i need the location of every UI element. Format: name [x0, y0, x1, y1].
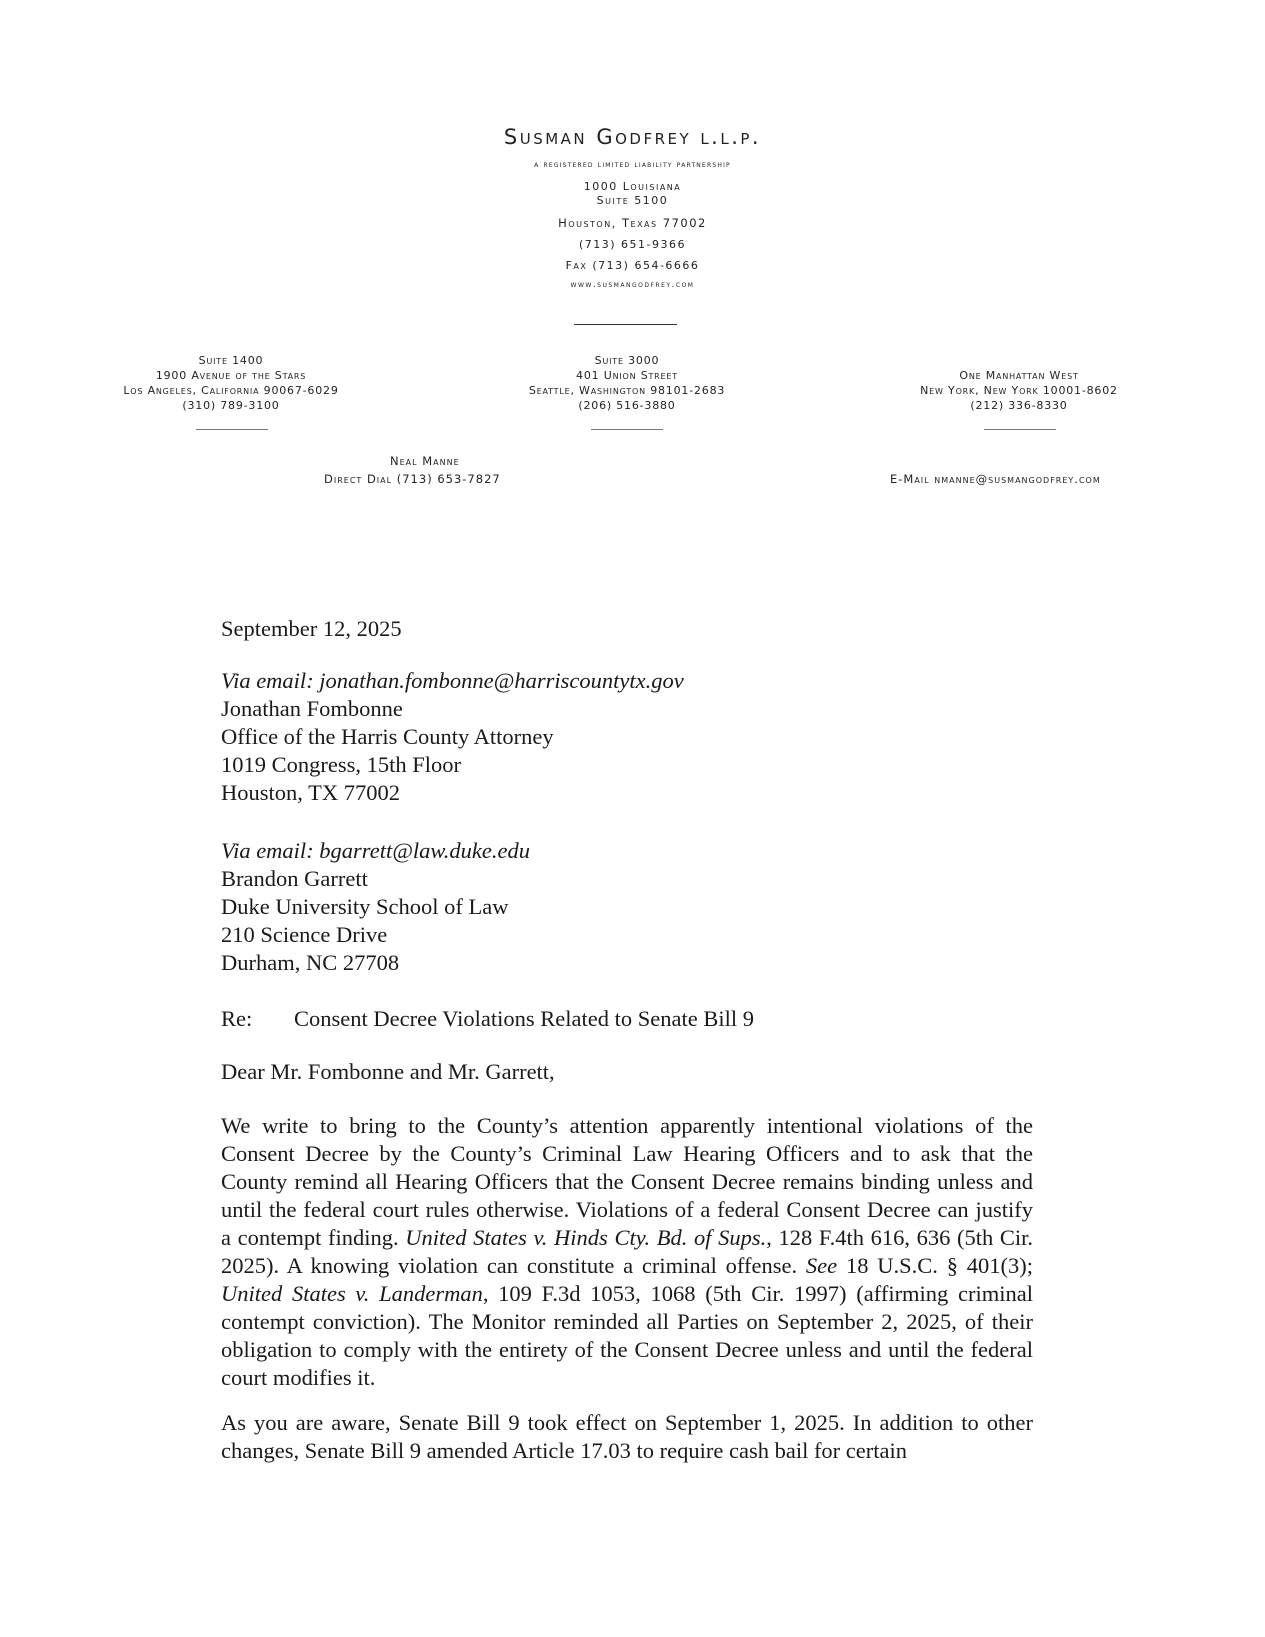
case-citation: United States v. Hinds Cty. Bd. of Sups. — [405, 1225, 767, 1250]
author-email: E-Mail nmanne@susmangodfrey.com — [890, 472, 1101, 486]
firm-city: Houston, Texas 77002 — [558, 216, 707, 230]
salutation: Dear Mr. Fombonne and Mr. Garrett, — [221, 1059, 555, 1084]
office-line: (206) 516-3880 — [578, 399, 676, 412]
firm-phone: (713) 651-9366 — [578, 238, 687, 251]
recipient-name: Brandon Garrett — [221, 866, 368, 891]
office-divider — [591, 429, 663, 430]
re-label: Re: — [221, 1006, 253, 1031]
recipient-via: Via email: jonathan.fombonne@harriscountytx.gov — [221, 668, 684, 693]
recipient-street: 210 Science Drive — [221, 922, 388, 947]
office-line: Suite 3000 — [594, 354, 660, 367]
office-line: Suite 1400 — [198, 354, 264, 367]
office-line: 401 Union Street — [576, 369, 678, 382]
office-line: (310) 789-3100 — [182, 399, 280, 412]
recipient-city: Houston, TX 77002 — [221, 780, 400, 805]
letterhead-divider — [574, 324, 677, 325]
office-new-york — [859, 353, 1179, 413]
recipient-name: Jonathan Fombonne — [221, 696, 403, 721]
firm-address-line1: 1000 Louisiana — [583, 180, 682, 193]
firm-fax: Fax (713) 654-6666 — [565, 259, 700, 272]
recipient-org: Duke University School of Law — [221, 894, 509, 919]
letter-date: September 12, 2025 — [221, 616, 402, 641]
office-line: One Manhattan West — [959, 369, 1079, 382]
firm-website: www.susmangodfrey.com — [570, 280, 695, 290]
office-divider — [196, 429, 268, 430]
office-line: New York, New York 10001-8602 — [920, 384, 1118, 397]
office-line: (212) 336-8330 — [970, 399, 1068, 412]
office-line: Los Angeles, California 90067-6029 — [123, 384, 339, 397]
office-los-angeles — [71, 353, 391, 413]
firm-registration: a registered limited liability partnership — [534, 160, 731, 170]
re-line — [221, 1005, 1033, 1033]
recipient-street: 1019 Congress, 15th Floor — [221, 752, 462, 777]
paragraph-text: , 109 F.3d 1053, 1068 (5th Cir. 1997) (affirming criminal contempt conviction). The Monitor reminded all Parties on September 2, 2025, of their obligation to comply with the entirety of the Consent Decree unless and until the federal court modifies it. — [221, 1281, 1033, 1390]
paragraph-text: 18 U.S.C. § 401(3); — [837, 1253, 1033, 1278]
firm-address-line2: Suite 5100 — [596, 194, 669, 207]
office-line: 1900 Avenue of the Stars — [155, 369, 307, 382]
recipient-city: Durham, NC 27708 — [221, 950, 400, 975]
signal-word: See — [805, 1253, 838, 1278]
recipient-block — [221, 837, 1033, 977]
paragraph-text: We write to bring to the County’s attention apparently intentional violations of the Consent Decree by the County’s Criminal Law Hearing Officers and to ask that the County remind all Hearing Officers that the Consent Decree remains binding unless and until the federal court rules otherwise. Violations of a federal Consent Decree can justify a contempt finding. — [221, 1113, 1033, 1250]
body-paragraph-1 — [221, 1112, 1033, 1392]
case-citation: United States v. Landerman — [221, 1281, 483, 1306]
author-name: Neal Manne — [390, 454, 460, 468]
office-divider — [984, 429, 1056, 430]
recipient-via: Via email: bgarrett@law.duke.edu — [221, 838, 530, 863]
paragraph-text: , 128 F.4th 616, 636 (5th Cir. 2025). A knowing violation can constitute a criminal offense. — [221, 1225, 1033, 1278]
firm-name: Susman Godfrey l.l.p. — [503, 125, 762, 149]
author-direct-dial: Direct Dial (713) 653-7827 — [324, 472, 501, 486]
office-line: Seattle, Washington 98101-2683 — [528, 384, 726, 397]
recipient-block — [221, 667, 1033, 807]
recipient-org: Office of the Harris County Attorney — [221, 724, 554, 749]
office-seattle — [467, 353, 787, 413]
office-line — [859, 353, 1179, 368]
body-paragraph-2: As you are aware, Senate Bill 9 took effect on September 1, 2025. In addition to other changes, Senate Bill 9 amended Article 17.03 to require cash bail for certain — [221, 1410, 1033, 1463]
re-subject: Consent Decree Violations Related to Senate Bill 9 — [294, 1006, 755, 1031]
